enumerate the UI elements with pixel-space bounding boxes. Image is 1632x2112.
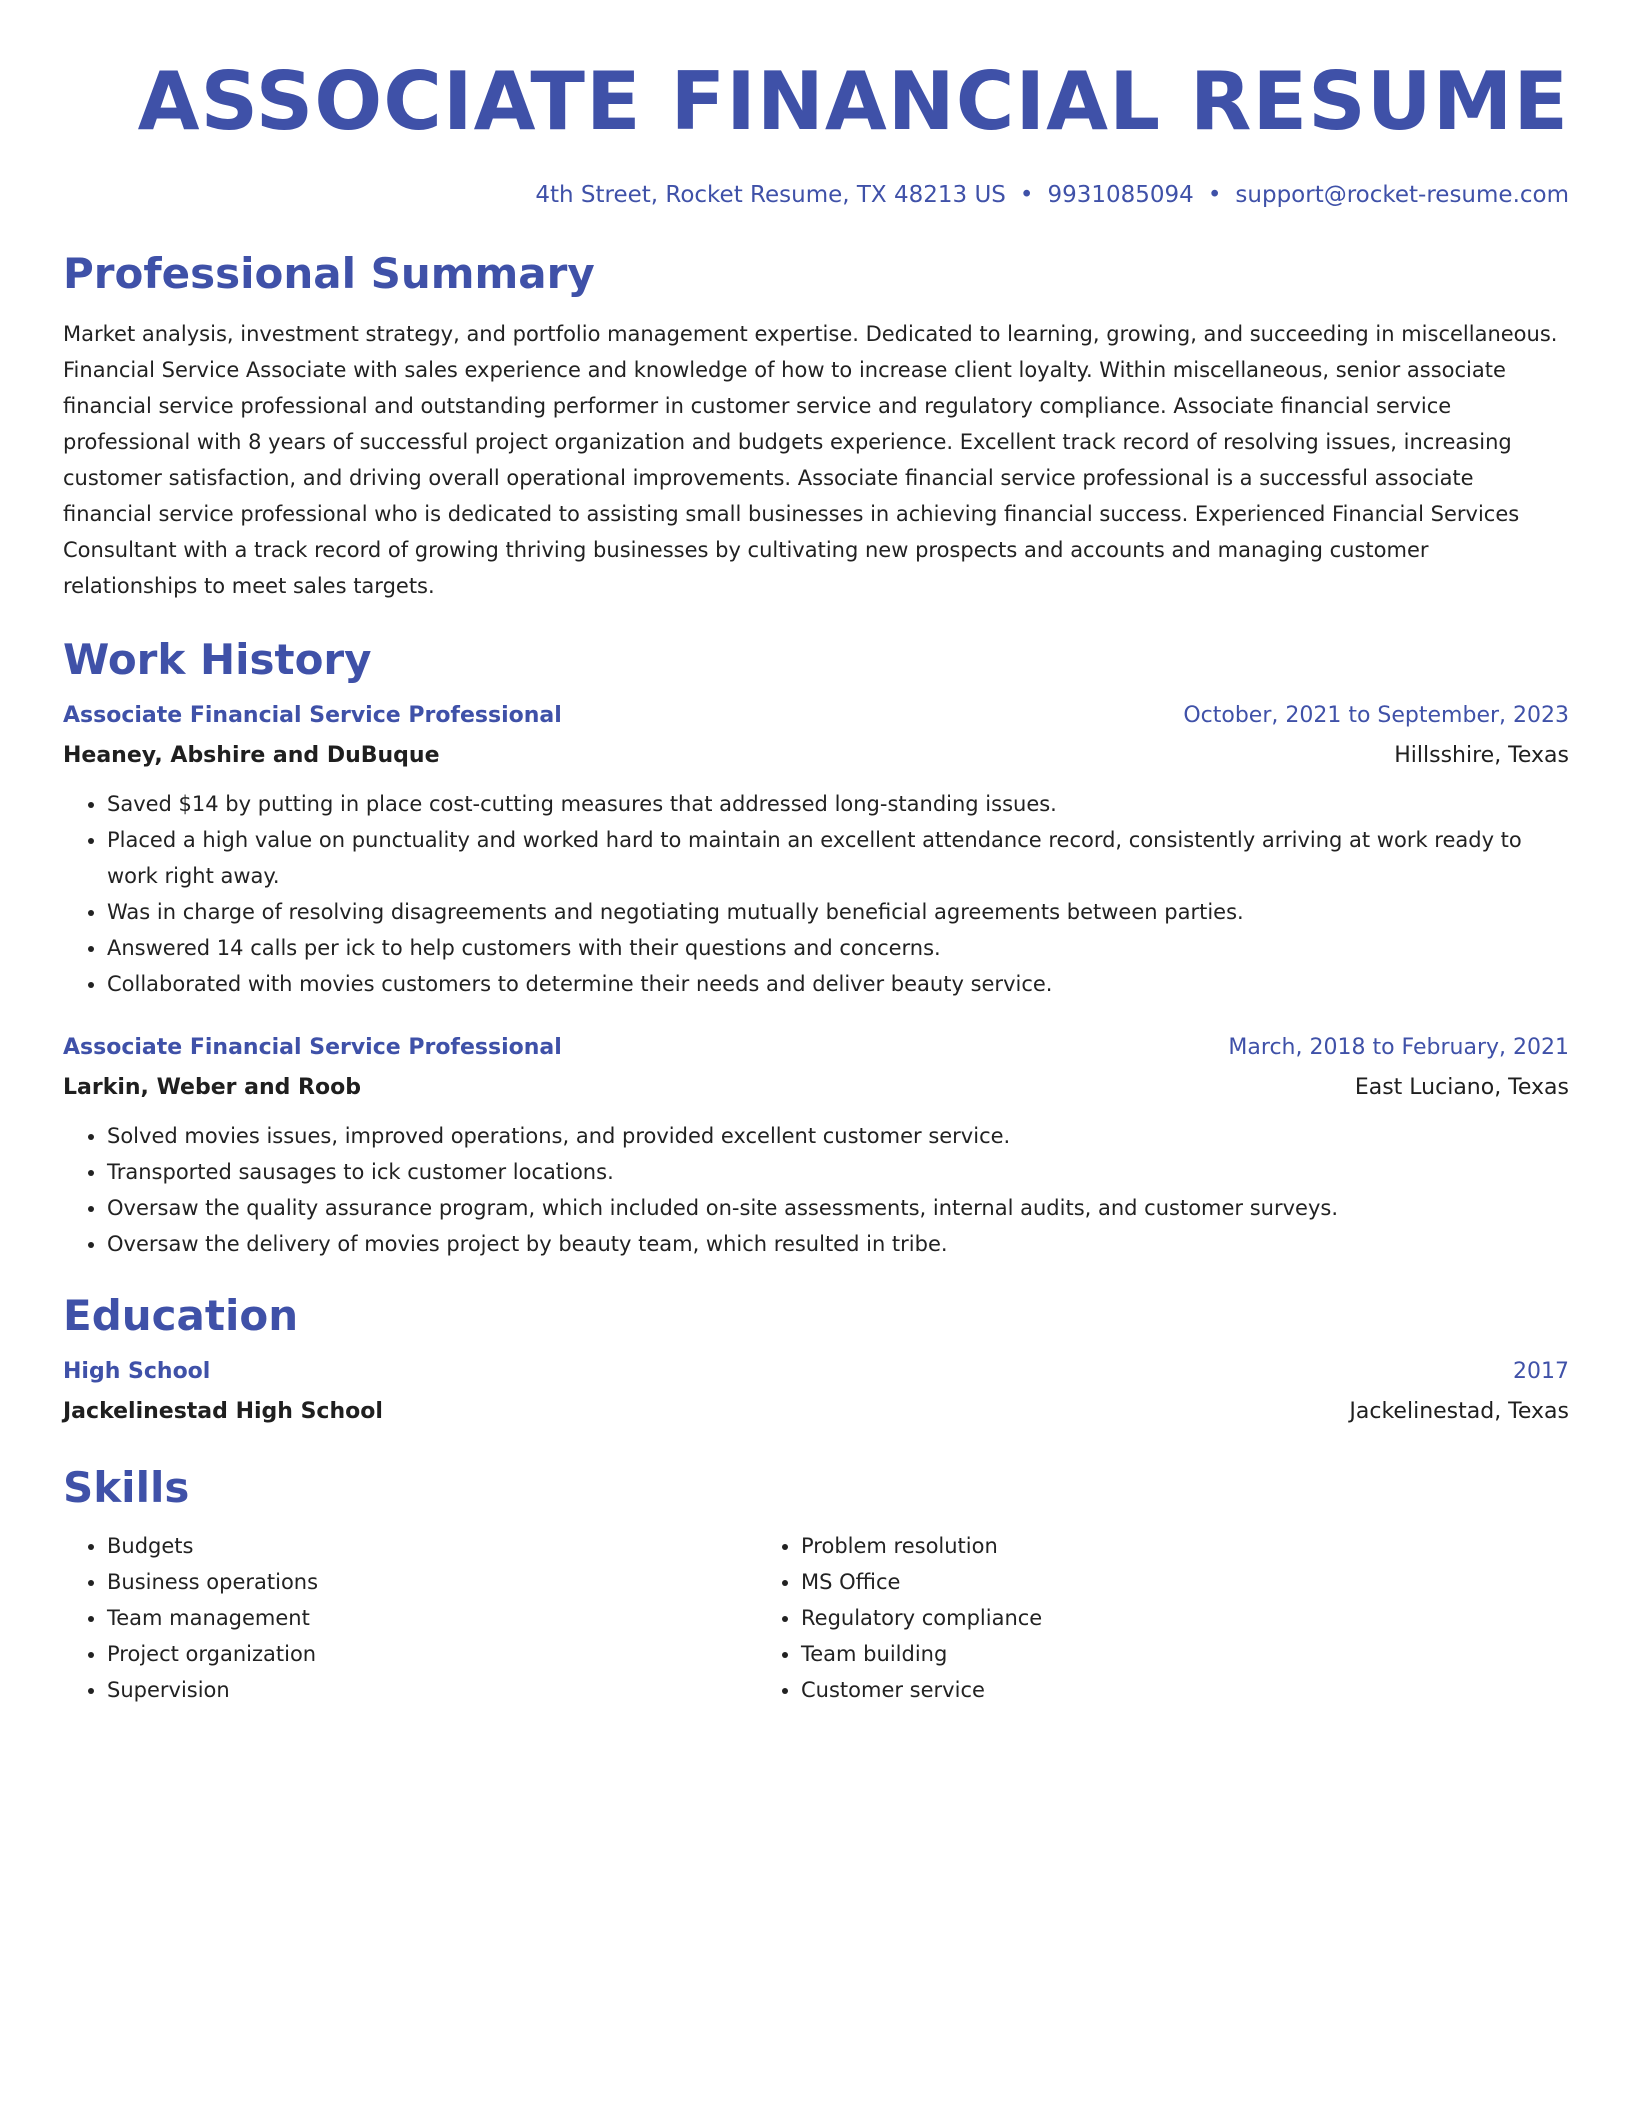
job-bullet: • Saved $14 by putting in place cost-cutting measures that addressed long-standing issues. [107, 786, 1569, 822]
contact-address: 4th Street, Rocket Resume, TX 48213 US [535, 182, 1006, 208]
job-location: East Luciano, Texas [1354, 1075, 1569, 1100]
job-bullet: • Oversaw the delivery of movies project by beauty team, which resulted in tribe. [107, 1226, 1569, 1262]
job-title: Associate Financial Service Professional [63, 1035, 562, 1060]
skill-item: • Project organization [107, 1636, 753, 1672]
job-bullet: • Placed a high value on punctuality and worked hard to maintain an excellent attendance record, consistently arriving at work ready to work right away. [107, 822, 1569, 894]
education-school: Jackelinestad High School [63, 1399, 383, 1424]
skill-item: • Team management [107, 1600, 753, 1636]
skill-item: • Regulatory compliance [801, 1600, 1443, 1636]
skill-item: • Business operations [107, 1564, 753, 1600]
contact-separator: • [1207, 182, 1222, 208]
skill-item: • Supervision [107, 1672, 753, 1708]
job-bullet: • Transported sausages to ick customer locations. [107, 1154, 1569, 1190]
job-bullets [63, 1118, 1569, 1262]
contact-phone: 9931085094 [1047, 182, 1194, 208]
skill-item: • MS Office [801, 1564, 1443, 1600]
job-bullet: • Was in charge of resolving disagreements and negotiating mutually beneficial agreements between parties. [107, 894, 1569, 930]
job-employer: Heaney, Abshire and DuBuque [63, 743, 440, 768]
skills-column-right [753, 1528, 1443, 1708]
job-bullet: • Solved movies issues, improved operations, and provided excellent customer service. [107, 1118, 1569, 1154]
skill-item: • Problem resolution [801, 1528, 1443, 1564]
contact-email[interactable]: support@rocket-resume.com [1235, 182, 1569, 208]
education-degree: High School [63, 1359, 211, 1384]
education-year: 2017 [1513, 1359, 1569, 1384]
skill-item: • Budgets [107, 1528, 753, 1564]
skills-column-left [63, 1528, 753, 1708]
education-entry [63, 1352, 1569, 1432]
skill-item: • Team building [801, 1636, 1443, 1672]
job-dates: October, 2021 to September, 2023 [1183, 703, 1569, 728]
job-dates: March, 2018 to February, 2021 [1228, 1035, 1569, 1060]
job-location: Hillsshire, Texas [1394, 743, 1569, 768]
job-bullet: • Oversaw the quality assurance program, which included on-site assessments, internal audits, and customer surveys. [107, 1190, 1569, 1226]
summary-text: Market analysis, investment strategy, and portfolio management expertise. Dedicated to learning, growing, and succeeding in miscellaneous. Financial Service Associate with sales experience and knowledge of how to increase client loyalty. Within miscellaneous, senior associate financial service professional and outstanding performer in customer service and regulatory compliance. Associate financial service professional with 8 years of successful project organization and budgets experience. Excellent track record of resolving issues, increasing customer satisfaction, and driving overall operational improvements. Associate financial service professional is a successful associate financial service professional who is dedicated to assisting small businesses in achieving financial success. Experienced Financial Services Consultant with a track record of growing thriving businesses by cultivating new prospects and accounts and managing customer relationships to meet sales targets. [63, 322, 1558, 598]
summary-heading: Professional Summary [63, 249, 595, 298]
education-location: Jackelinestad, Texas [1349, 1399, 1569, 1424]
work-history-heading: Work History [63, 635, 372, 684]
job-bullets [63, 786, 1569, 1002]
contact-line [63, 178, 1569, 212]
job-entry [63, 696, 1569, 1002]
education-heading: Education [63, 1291, 299, 1340]
job-entry [63, 1028, 1569, 1262]
job-bullet: • Collaborated with movies customers to determine their needs and deliver beauty service. [107, 966, 1569, 1002]
skills-heading: Skills [63, 1463, 190, 1512]
skills-list [63, 1528, 1569, 1708]
resume-title: ASSOCIATE FINANCIAL RESUME [137, 55, 1569, 148]
job-employer: Larkin, Weber and Roob [63, 1075, 361, 1100]
job-bullet: • Answered 14 calls per ick to help customers with their questions and concerns. [107, 930, 1569, 966]
skill-item: • Customer service [801, 1672, 1443, 1708]
job-title: Associate Financial Service Professional [63, 703, 562, 728]
contact-separator: • [1019, 182, 1034, 208]
